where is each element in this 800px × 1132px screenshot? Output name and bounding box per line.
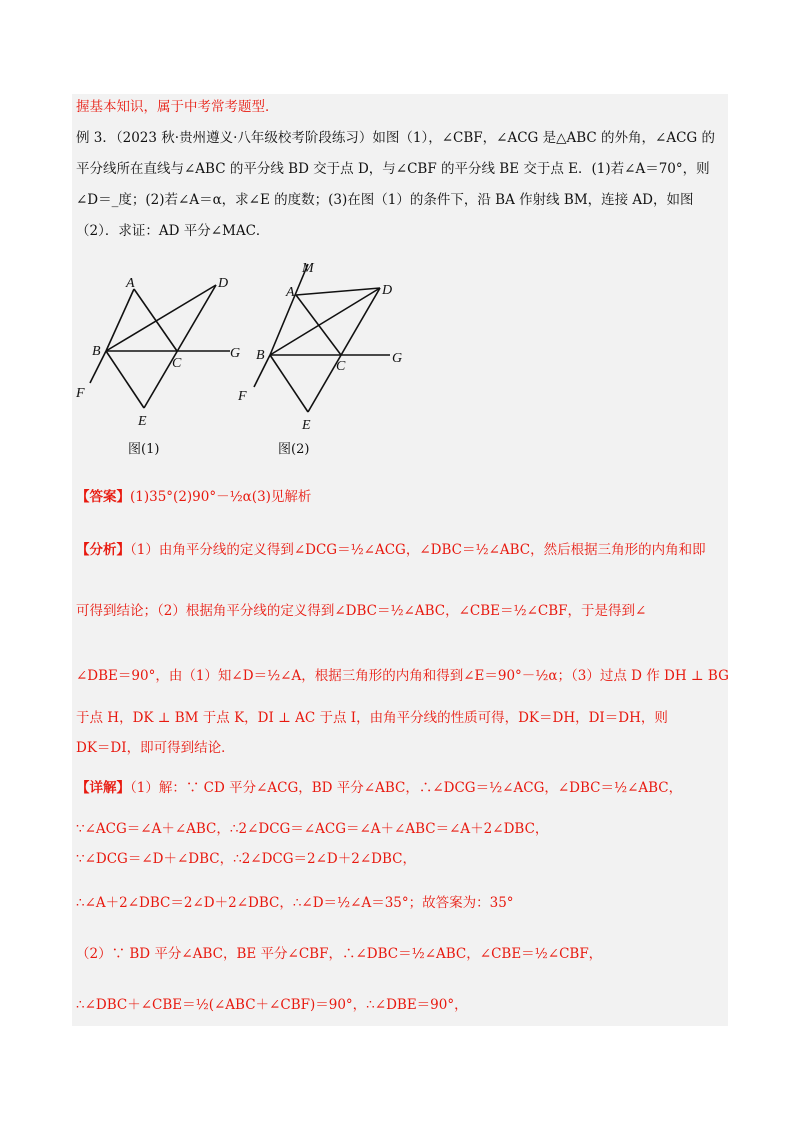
answer-text: (1)35°(2)90°－½α(3)见解析 (130, 489, 312, 505)
fig2-label-E: E (302, 418, 311, 433)
detail-line-3: ∵∠DCG＝∠D＋∠DBC，∴2∠DCG＝2∠D＋2∠DBC， (76, 851, 416, 867)
analysis-line-5: DK＝DI，即可得到结论． (76, 740, 235, 756)
fig2-caption: 图(2) (278, 442, 310, 457)
fig2-label-G: G (392, 351, 403, 366)
detail-text-1: （1）解：∵ CD 平分∠ACG，BD 平分∠ABC，∴∠DCG＝½∠ACG，∠DBC＝½∠ABC， (130, 780, 683, 796)
answer-tag: 【答案】 (76, 489, 130, 505)
detail-line-2: ∵∠ACG＝∠A＋∠ABC，∴2∠DCG＝∠ACG＝∠A＋∠ABC＝∠A＋2∠DBC， (76, 821, 549, 837)
analysis-line-3: ∠DBE＝90°，由（1）知∠D＝½∠A，根据三角形的内角和得到∠E＝90°－½α；（3）过点 D 作 DH ⊥ BG (76, 668, 729, 684)
intro-line: 握基本知识，属于中考常考题型． (76, 99, 279, 115)
analysis-tag: 【分析】 (76, 542, 130, 558)
detail-line-6: ∴∠DBC＋∠CBE＝½(∠ABC＋∠CBF)＝90°，∴∠DBE＝90°， (76, 997, 468, 1013)
fig1-label-C: C (172, 356, 182, 371)
problem-line-3: ∠D＝_度；(2)若∠A＝α，求∠E 的度数；(3)在图（1）的条件下，沿 BA 作射线 BM，连接 AD，如图 (76, 192, 694, 208)
fig2-label-D: D (382, 283, 393, 298)
analysis-line-4: 于点 H，DK ⊥ BM 于点 K，DI ⊥ AC 于点 I，由角平分线的性质可得，DK＝DH，DI＝DH，则 (76, 710, 668, 726)
detail-line-1 (76, 778, 682, 798)
fig2-label-C: C (336, 359, 346, 374)
fig2-label-A: A (286, 285, 295, 300)
problem-line-1: 例 3．（2023 秋·贵州遵义·八年级校考阶段练习）如图（1），∠CBF，∠ACG 是△ABC 的外角，∠ACG 的 (76, 130, 715, 146)
fig1-label-F: F (76, 386, 85, 401)
detail-tag: 【详解】 (76, 780, 130, 796)
fig1-label-G: G (230, 346, 241, 361)
analysis-text-1: （1）由角平分线的定义得到∠DCG＝½∠ACG，∠DBC＝½∠ABC，然后根据三角形的内角和即 (130, 542, 706, 558)
fig1-caption: 图(1) (128, 442, 160, 457)
analysis-line-1 (76, 540, 706, 560)
detail-line-4: ∴∠A＋2∠DBC＝2∠D＋2∠DBC，∴∠D＝½∠A＝35°；故答案为：35° (76, 895, 514, 911)
fig1-label-D: D (218, 276, 229, 291)
detail-line-5: （2）∵ BD 平分∠ABC，BE 平分∠CBF，∴∠DBC＝½∠ABC，∠CBE＝½∠CBF， (76, 946, 603, 962)
figure-1-diagram (70, 265, 250, 460)
analysis-line-2: 可得到结论；（2）根据角平分线的定义得到∠DBC＝½∠ABC，∠CBE＝½∠CBF，于是得到∠ (76, 603, 647, 619)
fig1-label-B: B (92, 344, 101, 359)
problem-line-2: 平分线所在直线与∠ABC 的平分线 BD 交于点 D，与∠CBF 的平分线 BE 交于点 E．(1)若∠A＝70°，则 (76, 161, 710, 177)
fig1-label-A: A (126, 276, 135, 291)
fig2-label-F: F (238, 389, 247, 404)
answer-line (76, 487, 311, 507)
figure-2-diagram (230, 252, 410, 460)
fig2-label-M: M (302, 261, 314, 276)
problem-line-4: （2）．求证：AD 平分∠MAC． (76, 223, 270, 239)
fig2-label-B: B (256, 348, 265, 363)
fig1-label-E: E (138, 414, 147, 429)
